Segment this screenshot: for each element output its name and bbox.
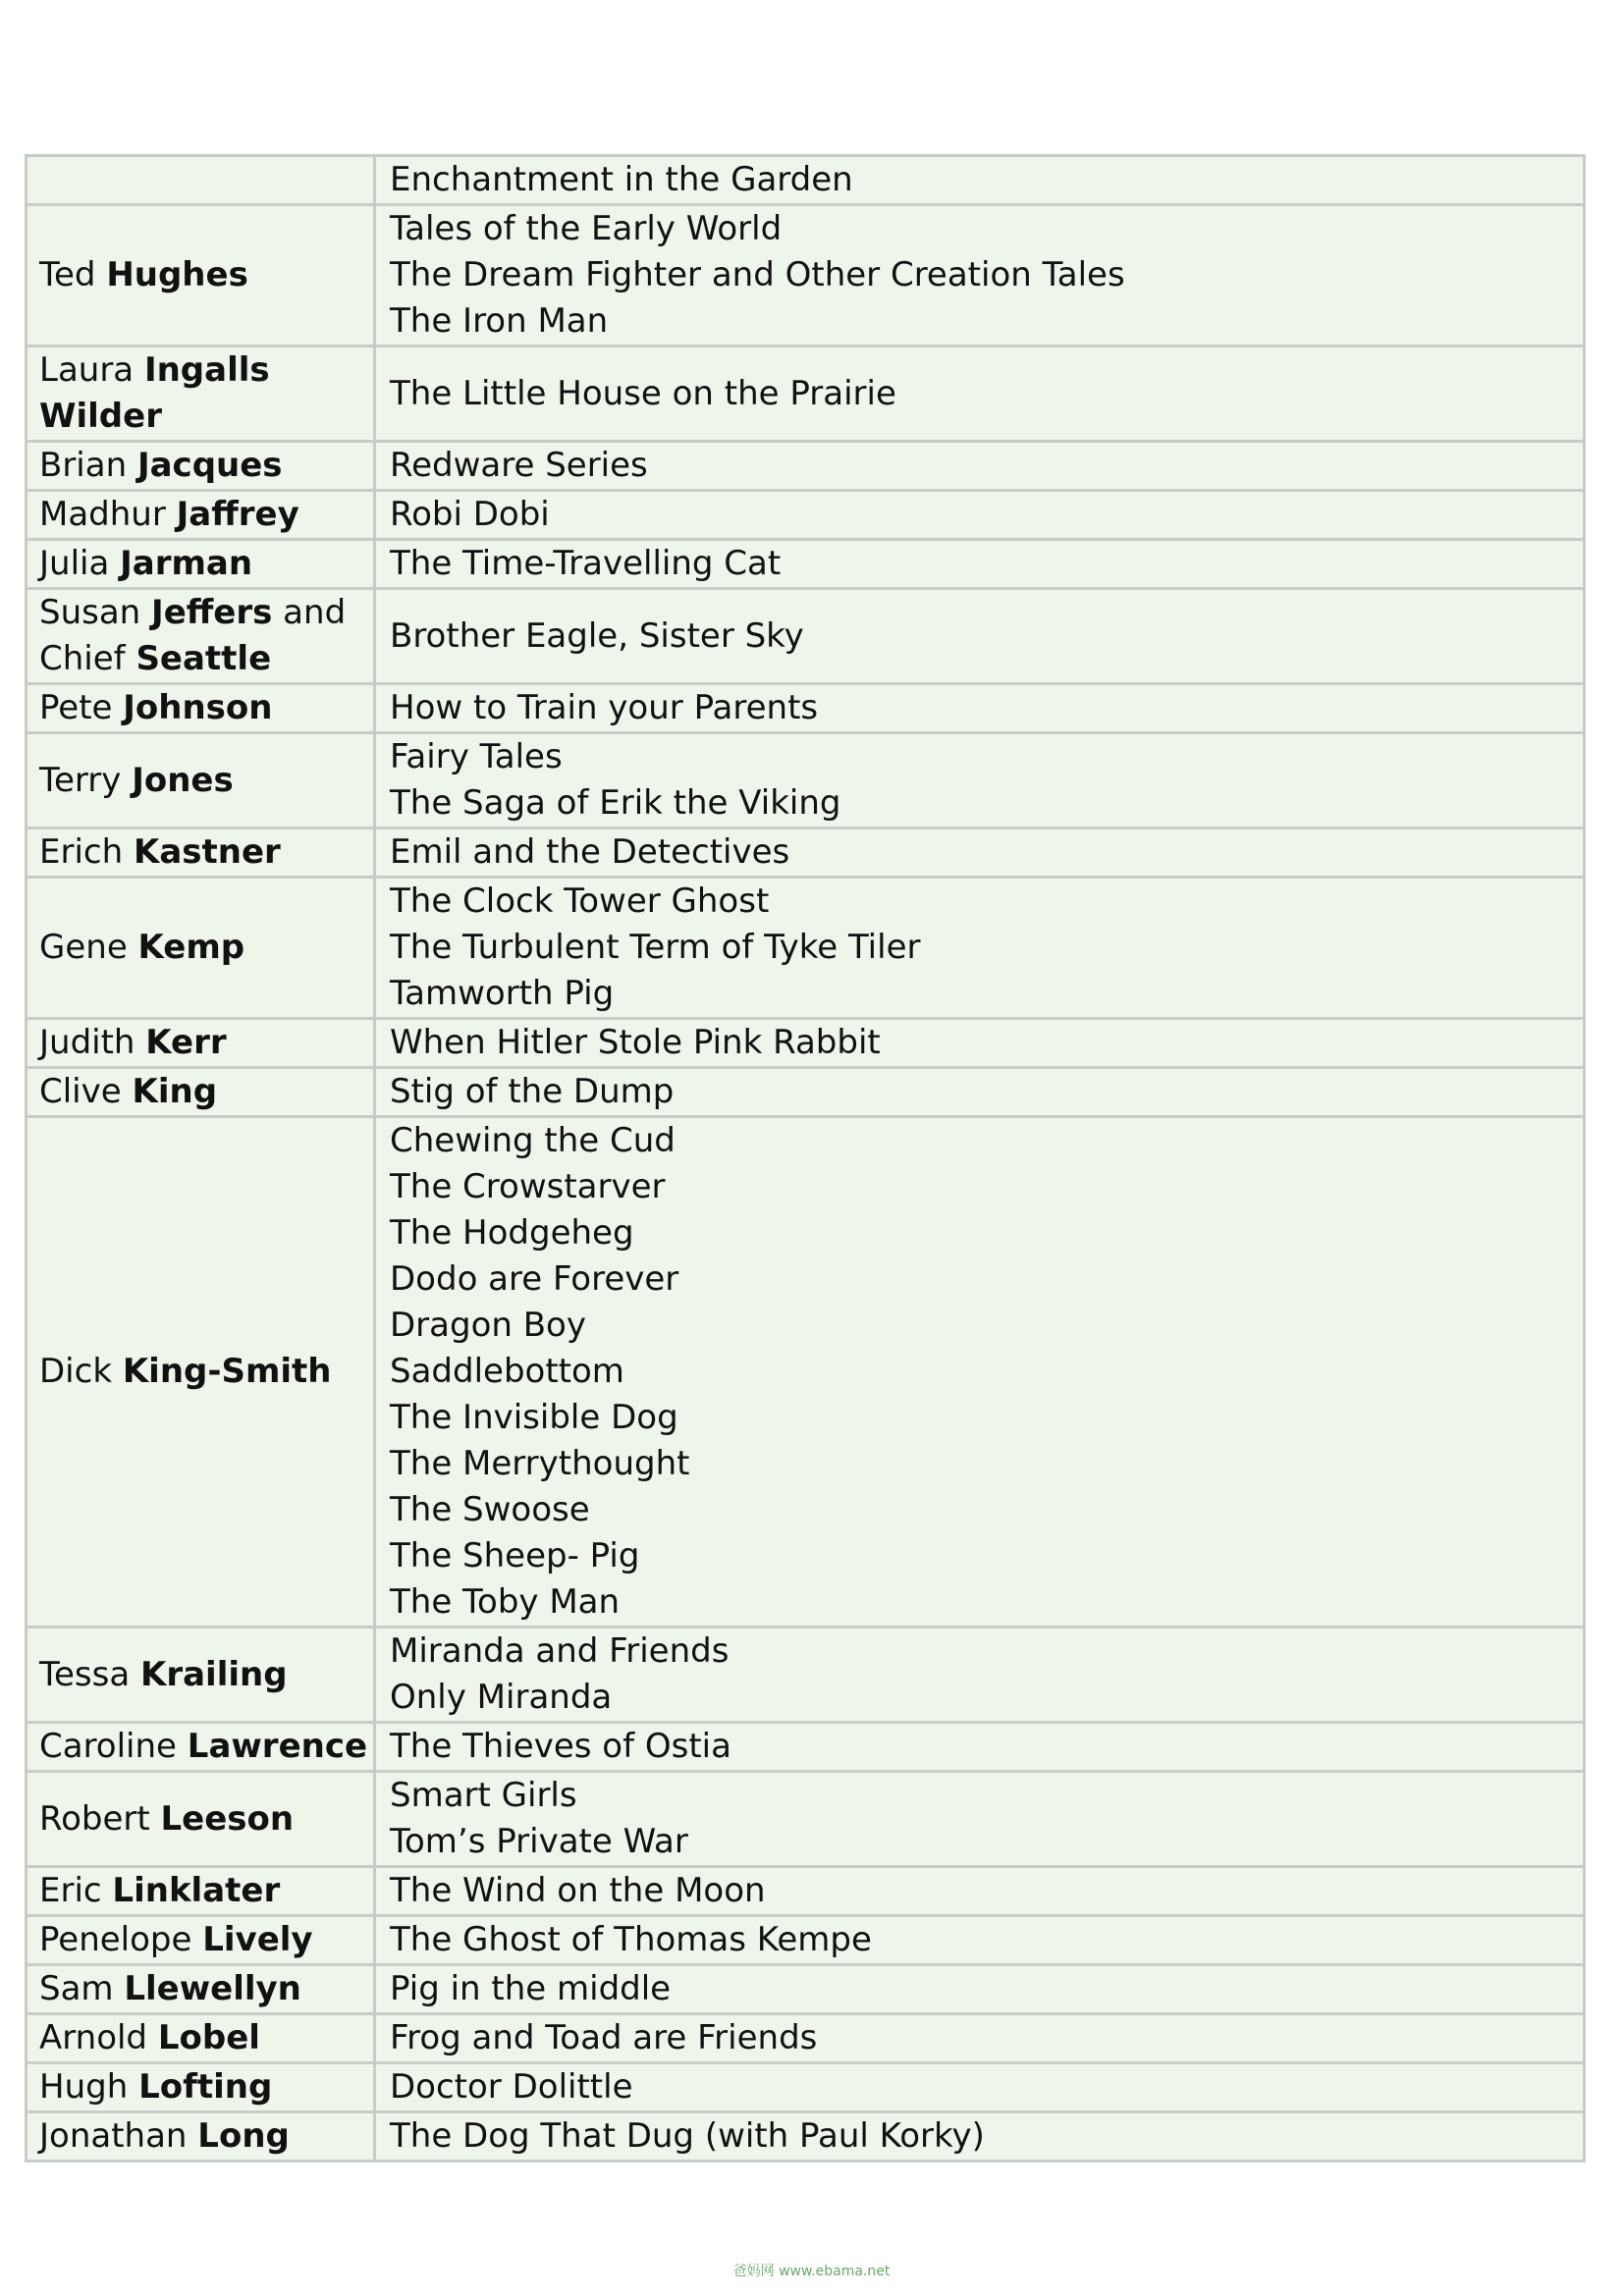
book-title: The Hodgeheg [390, 1213, 634, 1253]
author-given-name: Eric [39, 1871, 113, 1910]
titles-cell [375, 156, 1585, 205]
titles-cell [375, 828, 1585, 878]
author-cell [27, 828, 375, 878]
table-row [27, 1965, 1585, 2014]
author-surname: Johnson [123, 688, 273, 727]
book-title: Only Miranda [390, 1678, 613, 1717]
book-title: Saddlebottom [390, 1352, 624, 1391]
author-cell [27, 878, 375, 1019]
book-title: The Iron Man [390, 301, 609, 341]
book-title: Frog and Toad are Friends [390, 2018, 818, 2057]
titles-cell [375, 540, 1585, 589]
author-given-name: Hugh [39, 2067, 139, 2107]
table-row [27, 684, 1585, 733]
titles-cell [375, 491, 1585, 540]
author-cell [27, 1867, 375, 1916]
author-surname: King-Smith [122, 1352, 332, 1391]
author-surname: King [132, 1072, 218, 1111]
titles-cell [375, 878, 1585, 1019]
author-surname: Jones [132, 760, 234, 800]
author-cell [27, 442, 375, 491]
table-row [27, 156, 1585, 205]
book-title: The Merrythought [390, 1444, 690, 1483]
table-row [27, 1628, 1585, 1723]
titles-cell [375, 589, 1585, 684]
titles-cell [375, 1628, 1585, 1723]
titles-cell [375, 205, 1585, 347]
table-row [27, 1068, 1585, 1117]
book-title: Pig in the middle [390, 1969, 672, 2008]
author-cell [27, 2014, 375, 2063]
author-given-name: Jonathan [39, 2116, 198, 2156]
author-given-name: and Chief [39, 593, 347, 678]
author-cell [27, 1068, 375, 1117]
book-title: The Wind on the Moon [390, 1871, 766, 1910]
author-cell [27, 540, 375, 589]
book-title: The Little House on the Prairie [390, 373, 896, 413]
book-title: Emil and the Detectives [390, 832, 790, 872]
table-row [27, 491, 1585, 540]
author-given-name: Arnold [39, 2018, 158, 2057]
titles-cell [375, 1965, 1585, 2014]
book-title: Dodo are Forever [390, 1259, 679, 1299]
book-title: Robi Dobi [390, 495, 550, 534]
titles-cell [375, 1117, 1585, 1628]
table-row [27, 1117, 1585, 1628]
titles-cell [375, 2014, 1585, 2063]
author-given-name: Erich [39, 832, 134, 872]
book-title: The Sheep- Pig [390, 1536, 640, 1575]
table-row [27, 733, 1585, 828]
titles-cell [375, 1867, 1585, 1916]
author-cell [27, 1019, 375, 1068]
author-cell [27, 733, 375, 828]
book-title: Smart Girls [390, 1776, 577, 1815]
book-title: The Dog That Dug (with Paul Korky) [390, 2116, 985, 2156]
author-given-name: Laura [39, 350, 144, 390]
book-title: Tales of the Early World [390, 209, 783, 248]
book-title: Stig of the Dump [390, 1072, 675, 1111]
author-cell [27, 1772, 375, 1867]
book-title: Enchantment in the Garden [390, 160, 853, 199]
author-cell [27, 1117, 375, 1628]
author-cell [27, 2063, 375, 2112]
author-given-name: Terry [39, 760, 133, 800]
table-row [27, 1019, 1585, 1068]
book-title: The Turbulent Term of Tyke Tiler [390, 928, 921, 967]
table-row [27, 1916, 1585, 1965]
author-surname: Long [197, 2116, 290, 2156]
author-surname: Linklater [112, 1871, 281, 1910]
book-title: The Ghost of Thomas Kempe [390, 1920, 872, 1959]
table-row [27, 878, 1585, 1019]
author-given-name: Julia [39, 544, 121, 583]
author-given-name: Tessa [39, 1654, 140, 1694]
book-title: How to Train your Parents [390, 688, 819, 727]
author-given-name: Susan [39, 593, 152, 632]
book-title: The Toby Man [390, 1582, 621, 1622]
book-title: The Dream Fighter and Other Creation Tales [390, 255, 1125, 294]
author-given-name: Sam [39, 1969, 125, 2008]
author-surname: Jacques [136, 446, 283, 485]
author-given-name: Dick [39, 1352, 123, 1391]
table-body [27, 156, 1585, 2162]
author-surname: Krailing [139, 1654, 288, 1694]
book-title: The Crowstarver [390, 1167, 666, 1206]
titles-cell [375, 1068, 1585, 1117]
table-row [27, 442, 1585, 491]
table-row [27, 828, 1585, 878]
author-given-name: Clive [39, 1072, 133, 1111]
book-title: Dragon Boy [390, 1306, 586, 1345]
author-surname: Ingalls Wilder [39, 350, 270, 436]
author-cell [27, 347, 375, 442]
author-cell [27, 2112, 375, 2162]
book-title: Brother Eagle, Sister Sky [390, 615, 804, 656]
footer-watermark: 爸妈网 www.ebama.net [732, 2264, 891, 2279]
author-surname: Lobel [157, 2018, 260, 2057]
titles-cell [375, 442, 1585, 491]
titles-cell [375, 347, 1585, 442]
author-surname: Kerr [145, 1023, 227, 1062]
author-surname: Hughes [106, 255, 248, 294]
author-cell [27, 205, 375, 347]
author-given-name: Caroline [39, 1727, 188, 1766]
author-cell [27, 589, 375, 684]
author-given-name: Pete [39, 688, 124, 727]
author-surname: Lofting [138, 2067, 273, 2107]
titles-cell [375, 1723, 1585, 1772]
book-title: The Swoose [390, 1490, 590, 1529]
book-title: Miranda and Friends [390, 1631, 730, 1671]
book-title: The Invisible Dog [390, 1398, 678, 1437]
titles-cell [375, 1019, 1585, 1068]
author-surname: Jarman [120, 544, 253, 583]
author-cell [27, 1723, 375, 1772]
author-surname: Leeson [160, 1798, 295, 1839]
book-title: Redware Series [390, 446, 648, 485]
table-row [27, 540, 1585, 589]
table-row [27, 205, 1585, 347]
titles-cell [375, 733, 1585, 828]
author-books-table [25, 154, 1586, 2163]
author-cell [27, 1916, 375, 1965]
author-given-name: Ted [39, 255, 107, 294]
titles-cell [375, 1772, 1585, 1867]
book-title: Doctor Dolittle [390, 2067, 633, 2107]
table-row [27, 1772, 1585, 1867]
book-title: Chewing the Cud [390, 1121, 676, 1160]
author-surname: Lively [202, 1920, 313, 1959]
author-surname: Lawrence [187, 1727, 368, 1766]
author-surname: Llewellyn [124, 1969, 301, 2008]
book-title: Tamworth Pig [390, 974, 615, 1013]
table-row [27, 347, 1585, 442]
titles-cell [375, 684, 1585, 733]
book-title: The Thieves of Ostia [390, 1727, 731, 1766]
book-title: Fairy Tales [390, 737, 563, 776]
author-surname: Jaffrey [176, 495, 299, 534]
table-row [27, 2112, 1585, 2162]
table-row [27, 589, 1585, 684]
titles-cell [375, 2063, 1585, 2112]
author-given-name: Gene [39, 928, 138, 967]
table-row [27, 1867, 1585, 1916]
author-cell [27, 491, 375, 540]
author-given-name: Madhur [39, 495, 177, 534]
table-row [27, 1723, 1585, 1772]
book-title: The Time-Travelling Cat [390, 544, 782, 583]
table-row [27, 2014, 1585, 2063]
author-given-name: Penelope [39, 1920, 203, 1959]
book-title: The Clock Tower Ghost [390, 881, 770, 921]
author-surname: Seattle [135, 639, 272, 678]
book-title: The Saga of Erik the Viking [390, 783, 841, 823]
author-cell [27, 1965, 375, 2014]
author-cell [27, 1628, 375, 1723]
author-given-name: Judith [39, 1023, 146, 1062]
titles-cell [375, 1916, 1585, 1965]
author-surname: Kastner [133, 832, 281, 872]
table-row [27, 2063, 1585, 2112]
author-surname: Kemp [137, 928, 245, 967]
author-given-name: Robert [39, 1798, 161, 1839]
book-title: When Hitler Stole Pink Rabbit [390, 1023, 881, 1062]
author-cell [27, 156, 375, 205]
book-title: Tom’s Private War [390, 1822, 688, 1861]
titles-cell [375, 2112, 1585, 2162]
author-cell [27, 684, 375, 733]
author-surname: Jeffers [151, 593, 273, 632]
author-given-name: Brian [39, 446, 137, 485]
